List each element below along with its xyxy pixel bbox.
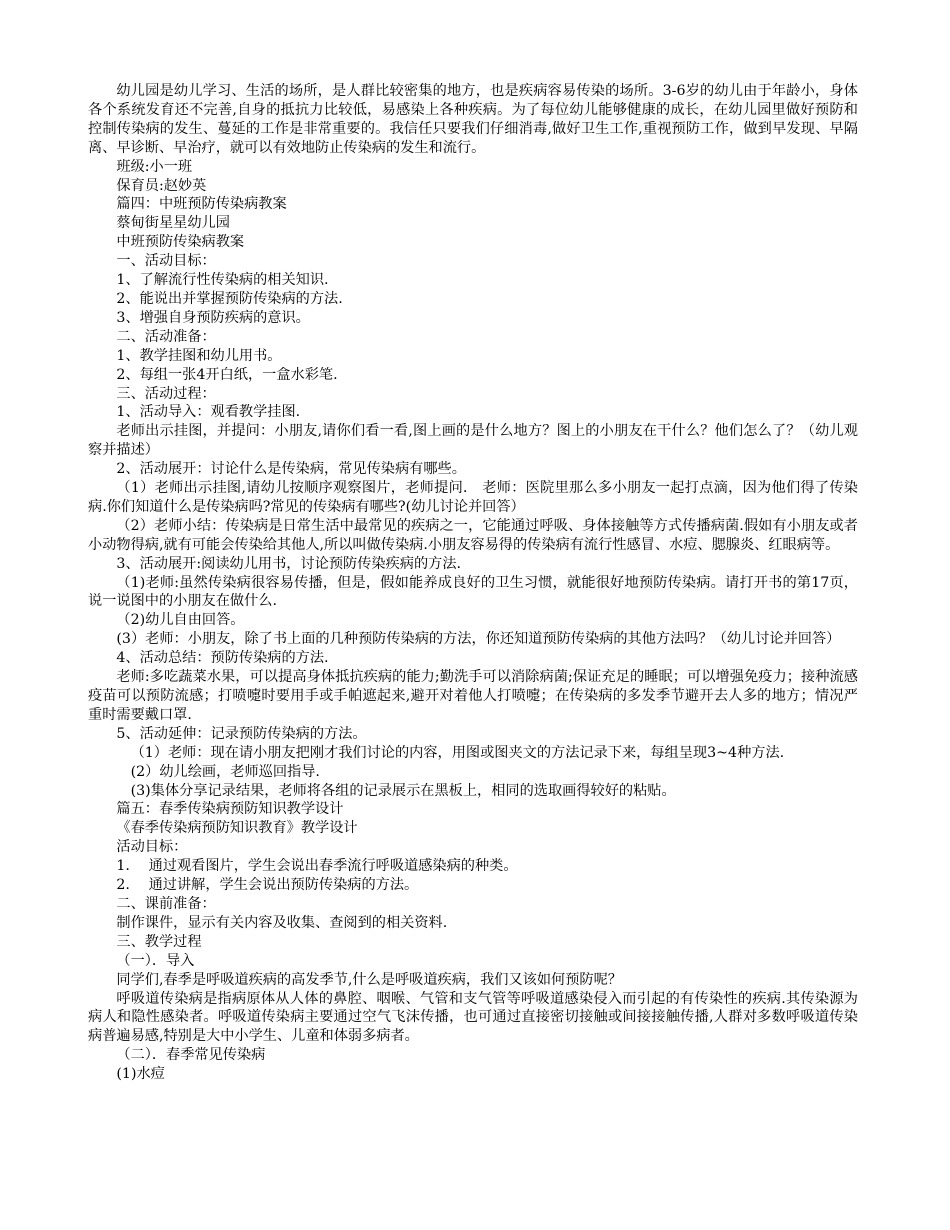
document-body: [88, 82, 858, 1084]
paragraph: （2）老师小结：传染病是日常生活中最常见的疾病之一，它能通过呼吸、身体接触等方式传播病菌.假如有小朋友或者小动物得病,就有可能会传染给其他人,所以叫做传染病.小朋友容易得的传染病有流行性感冒、水痘、腮腺炎、红眼病等。: [88, 517, 858, 553]
paragraph: 2、每组一张4开白纸，一盒水彩笔.: [116, 366, 338, 383]
paragraph: 4、活动总结：预防传染病的方法.: [116, 650, 329, 667]
paragraph: （二）．春季常见传染病: [116, 1047, 266, 1064]
paragraph: （2)幼儿自由回答。: [116, 612, 245, 629]
paragraph: (1)水痘: [116, 1066, 165, 1083]
paragraph: 蔡甸街星星幼儿园: [116, 215, 230, 232]
paragraph: 同学们,春季是呼吸道疾病的高发季节,什么是呼吸道疾病，我们又该如何预防呢？: [116, 971, 622, 988]
paragraph: (3)集体分享记录结果，老师将各组的记录展示在黑板上，相同的选取画得较好的粘贴。: [130, 782, 676, 799]
paragraph: 1. 通过观看图片，学生会说出春季流行呼吸道感染病的种类。: [116, 858, 518, 875]
paragraph: 2、活动展开：讨论什么是传染病，常见传染病有哪些。: [116, 461, 466, 478]
paragraph: 活动目标：: [116, 839, 188, 856]
paragraph: 5、活动延伸：记录预防传染病的方法。: [116, 725, 367, 742]
paragraph: 中班预防传染病教案: [116, 234, 245, 251]
paragraph: 老师出示挂图，并提问：小朋友,请你们看一看,图上画的是什么地方？图上的小朋友在干什么？他们怎么了？（幼儿观察并描述）: [88, 423, 858, 459]
paragraph: （1)老师:虽然传染病很容易传播，但是，假如能养成良好的卫生习惯，就能很好地预防传染病。请打开书的第17页，说一说图中的小朋友在做什么.: [88, 574, 858, 610]
paragraph: 1、了解流行性传染病的相关知识.: [116, 272, 329, 289]
paragraph: 篇四：中班预防传染病教案: [116, 196, 287, 213]
paragraph: (2）幼儿绘画，老师巡回指导.: [130, 763, 320, 780]
paragraph: 班级:小一班: [116, 158, 193, 175]
paragraph: 一、活动目标：: [116, 253, 216, 270]
paragraph: 幼儿园是幼儿学习、生活的场所，是人群比较密集的地方，也是疾病容易传染的场所。3-6岁的幼儿由于年龄小，身体各个系统发育还不完善,自身的抵抗力比较低，易感染上各种疾病。为了每位幼儿能够健康的成长，在幼儿园里做好预防和控制传染病的发生、蔓延的工作是非常重要的。我信任只要我们仔细消毒,做好卫生工作,重视预防工作，做到早发现、早隔离、早诊断、早治疗，就可以有效地防止传染病的发生和流行。: [88, 83, 858, 156]
paragraph: 2、能说出并掌握预防传染病的方法.: [116, 290, 343, 307]
paragraph: 三、活动过程：: [116, 385, 216, 402]
paragraph: 3、增强自身预防疾病的意识。: [116, 309, 310, 326]
paragraph: （一）．导入: [116, 952, 195, 969]
paragraph: （1）老师出示挂图,请幼儿按顺序观察图片，老师提问． 老师：医院里那么多小朋友一起打点滴，因为他们得了传染病.你们知道什么是传染病吗?常见的传染病有哪些?(幼儿讨论并回答）: [88, 480, 858, 515]
paragraph: （1）老师：现在请小朋友把刚才我们讨论的内容，用图或图夹文的方法记录下来，每组呈现3~4种方法.: [130, 744, 785, 761]
paragraph: 《春季传染病预防知识教育》教学设计: [116, 820, 358, 837]
paragraph: 2. 通过讲解，学生会说出预防传染病的方法。: [116, 877, 419, 894]
paragraph: 1、活动导入：观看教学挂图.: [116, 404, 301, 421]
paragraph: 保育员:赵妙英: [116, 177, 207, 194]
paragraph: 三、教学过程: [116, 933, 202, 950]
paragraph: 二、课前准备：: [116, 895, 216, 912]
paragraph: 老师:多吃蔬菜水果，可以提高身体抵抗疾病的能力;勤洗手可以消除病菌;保证充足的睡眠；可以增强免疫力；接种流感疫苗可以预防流感；打喷嚏时要用手或手帕遮起来,避开对着他人打喷嚏；在传染病的多发季节避开去人多的地方；情况严重时需要戴口罩.: [88, 669, 858, 723]
paragraph: 呼吸道传染病是指病原体从人体的鼻腔、咽喉、气管和支气管等呼吸道感染侵入而引起的有传染性的疾病.其传染源为病人和隐性感染者。呼吸道传染病主要通过空气飞沫传播，也可通过直接密切接触或间接接触传播,人群对多数呼吸道传染病普遍易感,特别是大中小学生、儿童和体弱多病者。: [88, 990, 858, 1045]
paragraph: 篇五：春季传染病预防知识教学设计: [116, 801, 344, 818]
paragraph: 1、教学挂图和幼儿用书。: [116, 347, 282, 364]
paragraph: (3）老师：小朋友，除了书上面的几种预防传染病的方法，你还知道预防传染病的其他方法吗？（幼儿讨论并回答）: [116, 631, 841, 648]
paragraph: 制作课件，显示有关内容及收集、查阅到的相关资料.: [116, 914, 448, 931]
paragraph: 3、活动展开:阅读幼儿用书，讨论预防传染疾病的方法.: [116, 555, 462, 572]
paragraph: 二、活动准备：: [116, 328, 216, 345]
